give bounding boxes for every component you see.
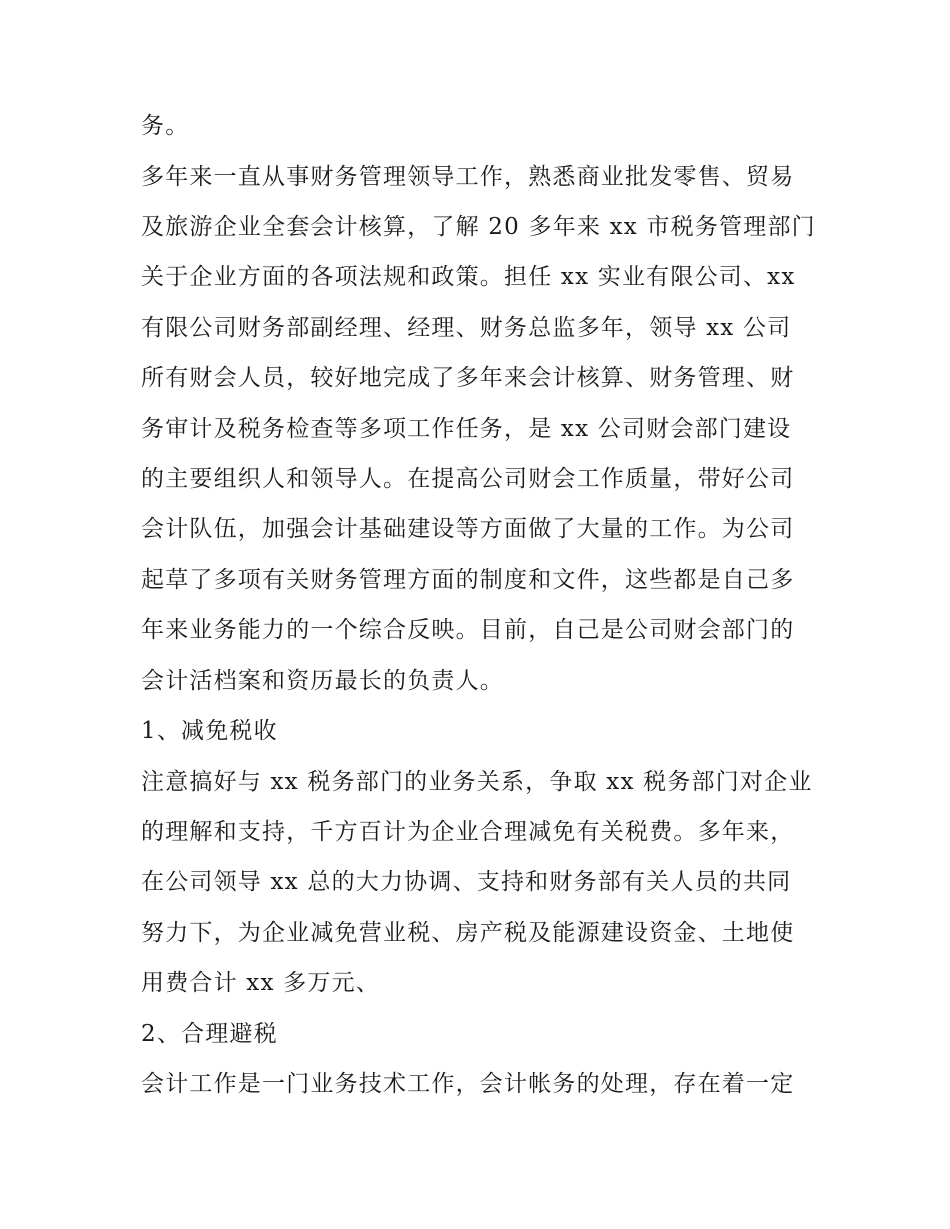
text-line: 会计工作是一门业务技术工作，会计帐务的处理，存在着一定: [141, 1071, 795, 1097]
text-line: 努力下，为企业减免营业税、房产税及能源建设资金、土地使: [141, 920, 795, 946]
text-line: 的主要组织人和领导人。在提高公司财会工作质量，带好公司: [141, 466, 795, 492]
text-line: 起草了多项有关财务管理方面的制度和文件，这些都是自己多: [141, 567, 795, 593]
text-line: 注意搞好与 xx 税务部门的业务关系，争取 xx 税务部门对企业: [141, 769, 813, 795]
text-line: 在公司领导 xx 总的大力协调、支持和财务部有关人员的共同: [141, 869, 792, 895]
section-heading: 2、合理避税: [141, 1021, 278, 1047]
text-line: 年来业务能力的一个综合反映。目前，自己是公司财会部门的: [141, 617, 795, 643]
text-line: 务。: [141, 113, 190, 139]
text-line: 用费合计 xx 多万元、: [141, 970, 380, 996]
text-line: 多年来一直从事财务管理领导工作，熟悉商业批发零售、贸易: [141, 164, 795, 190]
text-line: 会计活档案和资历最长的负责人。: [141, 668, 504, 694]
text-line: 务审计及税务检查等多项工作任务，是 xx 公司财会部门建设: [141, 416, 792, 442]
text-line: 及旅游企业全套会计核算，了解 20 多年来 xx 市税务管理部门: [141, 214, 816, 240]
text-line: 关于企业方面的各项法规和政策。担任 xx 实业有限公司、xx: [141, 264, 796, 290]
section-heading: 1、减免税收: [141, 718, 278, 744]
text-line: 有限公司财务部副经理、经理、财务总监多年，领导 xx 公司: [141, 315, 792, 341]
text-line: 会计队伍，加强会计基础建设等方面做了大量的工作。为公司: [141, 516, 795, 542]
text-line: 所有财会人员，较好地完成了多年来会计核算、财务管理、财: [141, 365, 795, 391]
text-line: 的理解和支持，千方百计为企业合理减免有关税费。多年来，: [141, 819, 795, 845]
